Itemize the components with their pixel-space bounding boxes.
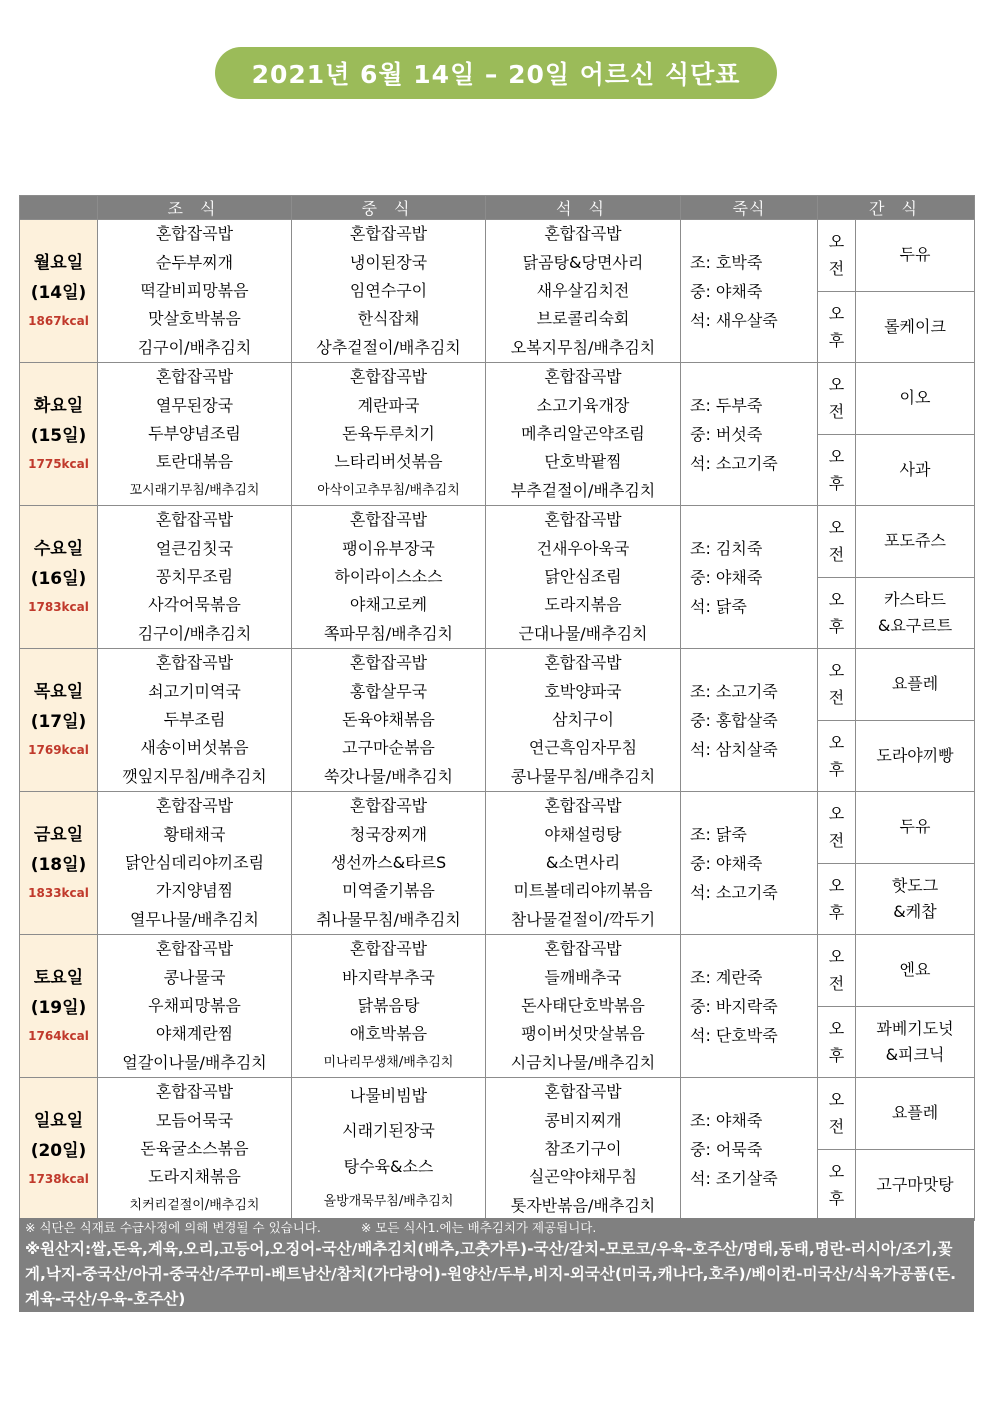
- am-label-text: 오 전: [828, 661, 845, 708]
- menu-item: 혼합잡곡밥: [349, 939, 428, 959]
- porridge-item: 석: 조기살죽: [690, 1168, 778, 1188]
- lunch-list: [292, 792, 485, 934]
- dinner-cell: [486, 935, 681, 1078]
- menu-item: 새송이버섯볶음: [140, 738, 249, 758]
- menu-item: 돈사태단호박볶음: [521, 995, 645, 1015]
- menu-item: 근대나물/배추김치: [518, 623, 648, 643]
- breakfast-list: [98, 1078, 291, 1220]
- day-kcal: 1833kcal: [28, 886, 89, 900]
- snack-am-text: 엔요: [899, 960, 931, 980]
- breakfast-list: [98, 363, 291, 505]
- menu-item: 혼합잡곡밥: [155, 653, 234, 673]
- breakfast-list: [98, 220, 291, 362]
- breakfast-list: [98, 935, 291, 1077]
- menu-item: 맛살호박볶음: [148, 309, 241, 329]
- menu-item: 혼합잡곡밥: [544, 1082, 622, 1102]
- am-label-text: 오 전: [828, 947, 845, 994]
- menu-item: 한식잡채: [357, 309, 420, 329]
- porridge-item: 중: 야채죽: [690, 853, 763, 873]
- menu-item: 꼬시래기무침/배추김치: [129, 482, 260, 498]
- menu-item: 홍합살무국: [349, 681, 428, 701]
- menu-item: 취나물무침/배추김치: [316, 909, 461, 929]
- day-kcal: 1769kcal: [28, 743, 89, 757]
- am-label-text: 오 전: [828, 518, 845, 565]
- menu-item: 실곤약야채무침: [528, 1167, 638, 1187]
- am-label-text: 오 전: [828, 375, 845, 422]
- pm-label-text: 오 후: [828, 446, 845, 493]
- menu-item: 소고기육개장: [536, 395, 630, 415]
- snack-am-label: [818, 1078, 856, 1150]
- breakfast-cell: [98, 363, 292, 506]
- menu-item: 순두부찌개: [155, 252, 234, 272]
- menu-item: 혼합잡곡밥: [544, 796, 622, 816]
- menu-item: 닭안심조림: [544, 566, 622, 586]
- menu-item: 호박양파국: [544, 681, 622, 701]
- menu-item: 도라지볶음: [544, 595, 622, 615]
- menu-item: 두부양념조림: [148, 423, 241, 443]
- dinner-list: [486, 649, 680, 791]
- lunch-cell: [292, 506, 486, 649]
- menu-item: 두부조림: [163, 709, 226, 729]
- day-name: 수요일: [33, 539, 84, 559]
- breakfast-cell: [98, 792, 292, 935]
- day-cell: [20, 649, 98, 792]
- lunch-list: [292, 220, 485, 362]
- menu-item: 팽이버섯맛살볶음: [521, 1024, 645, 1044]
- menu-item: 혼합잡곡밥: [349, 224, 428, 244]
- porridge-item: 조: 두부죽: [690, 395, 763, 415]
- menu-item: 열무된장국: [155, 395, 234, 415]
- snack-am-cell: [856, 935, 975, 1007]
- dinner-cell: [486, 792, 681, 935]
- day-date: (16일): [30, 569, 87, 589]
- breakfast-cell: [98, 649, 292, 792]
- menu-item: 꽁치무조림: [155, 566, 234, 586]
- menu-item: 올방개묵무침/배추김치: [323, 1194, 454, 1210]
- snack-pm-label: [818, 1149, 856, 1221]
- porridge-cell: [681, 935, 818, 1078]
- day-row-am: [20, 220, 975, 292]
- day-row-am: [20, 649, 975, 721]
- lunch-cell: [292, 220, 486, 363]
- menu-item: 김구이/배추김치: [137, 337, 252, 357]
- porridge-cell: [681, 363, 818, 506]
- menu-item: 느타리버섯볶음: [334, 452, 443, 472]
- day-cell: [20, 363, 98, 506]
- header-blank: [20, 196, 98, 220]
- snack-pm-text: 핫도그 &케찹: [891, 875, 939, 921]
- snack-am-cell: [856, 792, 975, 864]
- day-name: 목요일: [33, 682, 84, 702]
- day-name: 토요일: [33, 968, 84, 988]
- snack-pm-text: 고구마맛탕: [876, 1174, 954, 1194]
- menu-item: 시래기된장국: [342, 1121, 435, 1141]
- menu-item: 야채고로케: [349, 595, 428, 615]
- day-date: (18일): [30, 855, 87, 875]
- notice-kimchi: ※ 모든 식사1.에는 배추김치가 제공됩니다.: [360, 1220, 597, 1235]
- porridge-item: 중: 야채죽: [690, 567, 763, 587]
- dinner-cell: [486, 220, 681, 363]
- menu-item: 치커리겉절이/배추김치: [129, 1197, 260, 1213]
- porridge-item: 중: 야채죽: [690, 281, 763, 301]
- day-name: 월요일: [33, 253, 84, 273]
- day-cell: [20, 935, 98, 1078]
- porridge-item: 조: 소고기죽: [690, 681, 778, 701]
- dinner-cell: [486, 506, 681, 649]
- pm-label-text: 오 후: [828, 1161, 845, 1208]
- day-row-am: [20, 792, 975, 864]
- menu-item: 떡갈비피망볶음: [140, 280, 249, 300]
- lunch-cell: [292, 935, 486, 1078]
- pm-label-text: 오 후: [828, 875, 845, 922]
- menu-item: 모듬어묵국: [155, 1110, 234, 1130]
- day-row-am: [20, 363, 975, 435]
- lunch-list: [292, 649, 485, 791]
- day-cell: [20, 220, 98, 363]
- menu-item: 냉이된장국: [349, 252, 428, 272]
- day-kcal: 1867kcal: [28, 314, 89, 328]
- menu-item: 혼합잡곡밥: [349, 367, 428, 387]
- lunch-cell: [292, 1078, 486, 1221]
- pm-label-text: 오 후: [828, 303, 845, 350]
- day-cell: [20, 506, 98, 649]
- dinner-list: [486, 363, 680, 505]
- menu-item: 새우살김치전: [536, 280, 630, 300]
- snack-am-cell: [856, 220, 975, 292]
- porridge-item: 석: 삼치살죽: [690, 739, 778, 759]
- day-date: (15일): [30, 426, 87, 446]
- header-snack: 간 식: [818, 196, 975, 220]
- am-label-text: 오 전: [828, 232, 845, 279]
- menu-item: 얼큰김칫국: [155, 538, 234, 558]
- snack-am-cell: [856, 363, 975, 435]
- menu-item: 청국장찌개: [349, 824, 428, 844]
- header-porridge: 죽식: [681, 196, 818, 220]
- breakfast-cell: [98, 1078, 292, 1221]
- menu-item: 임연수구이: [349, 280, 428, 300]
- menu-item: 콩비지찌개: [544, 1110, 622, 1130]
- menu-item: 팽이유부장국: [342, 538, 435, 558]
- menu-item: 깻잎지무침/배추김치: [122, 766, 267, 786]
- menu-item: 혼합잡곡밥: [155, 1082, 234, 1102]
- menu-item: 우채피망볶음: [148, 995, 241, 1015]
- lunch-cell: [292, 649, 486, 792]
- porridge-item: 중: 버섯죽: [690, 424, 763, 444]
- lunch-list: [292, 935, 485, 1077]
- snack-am-text: 포도쥬스: [884, 531, 946, 551]
- menu-item: 토란대볶음: [155, 452, 234, 472]
- menu-item: 열무나물/배추김치: [129, 909, 260, 929]
- menu-item: 혼합잡곡밥: [155, 510, 234, 530]
- porridge-item: 석: 닭죽: [690, 596, 747, 616]
- porridge-item: 조: 호박죽: [690, 252, 763, 272]
- menu-item: 미역줄기볶음: [342, 881, 435, 901]
- snack-pm-label: [818, 1006, 856, 1078]
- menu-item: 혼합잡곡밥: [155, 224, 234, 244]
- day-cell: [20, 792, 98, 935]
- snack-pm-text: 카스타드 &요구르트: [877, 589, 953, 635]
- day-name: 화요일: [33, 396, 84, 416]
- dinner-list: [486, 220, 680, 362]
- lunch-cell: [292, 792, 486, 935]
- porridge-item: 중: 홍합살죽: [690, 710, 778, 730]
- menu-item: 혼합잡곡밥: [544, 939, 622, 959]
- menu-item: &소면사리: [545, 852, 621, 872]
- porridge-item: 석: 단호박죽: [690, 1025, 778, 1045]
- menu-table: [19, 195, 975, 1221]
- porridge-item: 조: 야채죽: [690, 1110, 763, 1130]
- breakfast-cell: [98, 506, 292, 649]
- header-breakfast: 조 식: [98, 196, 292, 220]
- menu-item: 혼합잡곡밥: [155, 939, 234, 959]
- breakfast-cell: [98, 935, 292, 1078]
- snack-pm-cell: [856, 1006, 975, 1078]
- lunch-list: [292, 363, 485, 505]
- snack-pm-text: 사과: [899, 459, 931, 479]
- day-cell: [20, 1078, 98, 1221]
- porridge-cell: [681, 1078, 818, 1221]
- dinner-cell: [486, 649, 681, 792]
- snack-pm-cell: [856, 577, 975, 649]
- breakfast-list: [98, 506, 291, 648]
- porridge-cell: [681, 506, 818, 649]
- menu-item: 건새우아욱국: [536, 538, 630, 558]
- menu-item: 가지양념찜: [155, 881, 234, 901]
- day-date: (17일): [30, 712, 87, 732]
- snack-am-text: 두유: [899, 245, 931, 265]
- pm-label-text: 오 후: [828, 589, 845, 636]
- header-dinner: 석 식: [486, 196, 681, 220]
- day-row-am: [20, 1078, 975, 1150]
- menu-item: 미트볼데리야끼볶음: [513, 881, 653, 901]
- porridge-item: 석: 소고기죽: [690, 453, 778, 473]
- day-date: (19일): [30, 998, 87, 1018]
- menu-item: 연근흑임자무침: [528, 738, 638, 758]
- pm-label-text: 오 후: [828, 732, 845, 779]
- menu-item: 쑥갓나물/배추김치: [323, 766, 454, 786]
- porridge-item: 석: 소고기죽: [690, 882, 778, 902]
- menu-item: 쪽파무침/배추김치: [323, 623, 454, 643]
- snack-pm-cell: [856, 863, 975, 935]
- menu-item: 고구마순볶음: [342, 738, 435, 758]
- menu-item: 혼합잡곡밥: [544, 367, 622, 387]
- menu-item: 돈육두루치기: [342, 423, 435, 443]
- pm-label-text: 오 후: [828, 1018, 845, 1065]
- menu-item: 콩나물국: [163, 967, 226, 987]
- footer-notes: [19, 1218, 974, 1312]
- snack-am-cell: [856, 649, 975, 721]
- snack-am-label: [818, 220, 856, 292]
- menu-item: 애호박볶음: [349, 1024, 428, 1044]
- day-kcal: 1764kcal: [28, 1029, 89, 1043]
- snack-am-text: 두유: [899, 817, 931, 837]
- lunch-cell: [292, 363, 486, 506]
- menu-item: 아삭이고추무침/배추김치: [317, 482, 460, 498]
- snack-pm-label: [818, 291, 856, 363]
- menu-item: 삼치구이: [552, 709, 614, 729]
- am-label-text: 오 전: [828, 1090, 845, 1137]
- snack-am-text: 이오: [899, 388, 931, 408]
- porridge-item: 석: 새우살죽: [690, 310, 778, 330]
- menu-item: 사각어묵볶음: [148, 595, 241, 615]
- snack-pm-text: 꽈베기도넛 &피크닉: [876, 1018, 954, 1064]
- menu-item: 도라지채볶음: [148, 1167, 241, 1187]
- menu-item: 닭안심데리야끼조림: [124, 852, 265, 872]
- menu-item: 혼합잡곡밥: [155, 367, 234, 387]
- dinner-cell: [486, 1078, 681, 1221]
- menu-item: 나물비빔밥: [349, 1085, 428, 1105]
- menu-item: 콩나물무침/배추김치: [510, 766, 656, 786]
- snack-pm-cell: [856, 720, 975, 792]
- porridge-item: 중: 바지락죽: [690, 996, 778, 1016]
- dinner-list: [486, 506, 680, 648]
- menu-item: 얼갈이나물/배추김치: [122, 1052, 267, 1072]
- snack-am-label: [818, 792, 856, 864]
- menu-item: 참조기구이: [544, 1138, 622, 1158]
- menu-item: 들깨배추국: [544, 967, 622, 987]
- menu-item: 메추리알곤약조림: [521, 423, 645, 443]
- breakfast-list: [98, 649, 291, 791]
- snack-pm-text: 도라야끼빵: [876, 745, 954, 765]
- dinner-cell: [486, 363, 681, 506]
- day-date: (20일): [30, 1141, 87, 1161]
- day-kcal: 1783kcal: [28, 600, 89, 614]
- menu-item: 닭볶음탕: [357, 995, 420, 1015]
- snack-pm-label: [818, 434, 856, 506]
- menu-item: 미나리무생채/배추김치: [323, 1054, 454, 1070]
- menu-item: 생선까스&타르S: [330, 852, 447, 872]
- notice-line: [25, 1218, 968, 1237]
- menu-item: 참나물겉절이/깍두기: [510, 909, 656, 929]
- menu-item: 혼합잡곡밥: [544, 224, 622, 244]
- origin-info: ※원산지:쌀,돈육,계육,오리,고등어,오징어-국산/배추김치(배추,고춧가루)-국산/갈치-모로코/우육-호주산/명태,동태,명란-러시아/조기,꽃게,낙지-중국산/아귀-중국산/주꾸미-베트남산/참치(가다랑어)-원양산/두부,비지-외국산(미국,캐나다,호주)/베이컨-미국산/식육가공품(돈.계육-국산/우육-호주산): [25, 1240, 956, 1308]
- notice-change: ※ 식단은 식재료 수급사정에 의해 변경될 수 있습니다.: [25, 1220, 321, 1235]
- porridge-cell: [681, 220, 818, 363]
- porridge-item: 조: 김치죽: [690, 538, 763, 558]
- am-label-text: 오 전: [828, 804, 845, 851]
- snack-pm-cell: [856, 291, 975, 363]
- day-row-am: [20, 506, 975, 578]
- menu-item: 부추겉절이/배추김치: [510, 480, 656, 500]
- snack-pm-text: 롤케이크: [884, 316, 946, 336]
- page-title: 2021년 6월 14일 – 20일 어르신 식단표: [215, 47, 777, 99]
- menu-item: 닭곰탕&당면사리: [522, 252, 644, 272]
- breakfast-list: [98, 792, 291, 934]
- menu-item: 김구이/배추김치: [137, 623, 252, 643]
- day-row-am: [20, 935, 975, 1007]
- snack-pm-cell: [856, 1149, 975, 1221]
- menu-item: 혼합잡곡밥: [349, 653, 428, 673]
- menu-item: 혼합잡곡밥: [155, 796, 234, 816]
- day-date: (14일): [30, 283, 87, 303]
- menu-item: 탕수육&소스: [343, 1156, 434, 1176]
- snack-pm-label: [818, 863, 856, 935]
- menu-item: 시금치나물/배추김치: [510, 1052, 656, 1072]
- porridge-cell: [681, 649, 818, 792]
- header-row: [20, 196, 975, 220]
- menu-item: 혼합잡곡밥: [544, 510, 622, 530]
- breakfast-cell: [98, 220, 292, 363]
- snack-pm-cell: [856, 434, 975, 506]
- menu-item: 상추겉절이/배추김치: [316, 337, 461, 357]
- menu-item: 하이라이스소스: [334, 566, 443, 586]
- lunch-list: [292, 506, 485, 648]
- dinner-list: [486, 792, 680, 934]
- snack-pm-label: [818, 720, 856, 792]
- porridge-item: 조: 계란죽: [690, 967, 763, 987]
- snack-am-text: 요플레: [891, 674, 939, 694]
- menu-item: 계란파국: [357, 395, 420, 415]
- header-lunch: 중 식: [292, 196, 486, 220]
- snack-pm-label: [818, 577, 856, 649]
- menu-item: 야채설렁탕: [544, 824, 622, 844]
- menu-item: 혼합잡곡밥: [349, 796, 428, 816]
- menu-item: 바지락부추국: [342, 967, 435, 987]
- menu-item: 황태채국: [163, 824, 226, 844]
- snack-am-text: 요플레: [891, 1103, 939, 1123]
- porridge-item: 조: 닭죽: [690, 824, 747, 844]
- menu-item: 야채계란찜: [155, 1024, 234, 1044]
- snack-am-label: [818, 506, 856, 578]
- porridge-cell: [681, 792, 818, 935]
- day-kcal: 1775kcal: [28, 457, 89, 471]
- menu-body: [20, 220, 975, 1221]
- menu-item: 브로콜리숙회: [536, 309, 630, 329]
- dinner-list: [486, 935, 680, 1077]
- lunch-list: [292, 1078, 485, 1220]
- day-kcal: 1738kcal: [28, 1172, 89, 1186]
- snack-am-cell: [856, 506, 975, 578]
- day-name: 금요일: [33, 825, 84, 845]
- menu-item: 혼합잡곡밥: [349, 510, 428, 530]
- snack-am-label: [818, 649, 856, 721]
- menu-item: 돈육야채볶음: [342, 709, 435, 729]
- menu-item: 단호박팥찜: [544, 452, 622, 472]
- menu-item: 혼합잡곡밥: [544, 653, 622, 673]
- menu-item: 돈육굴소스볶음: [140, 1138, 249, 1158]
- day-name: 일요일: [33, 1111, 84, 1131]
- dinner-list: [486, 1078, 680, 1220]
- porridge-item: 중: 어묵죽: [690, 1139, 763, 1159]
- snack-am-cell: [856, 1078, 975, 1150]
- snack-am-label: [818, 935, 856, 1007]
- menu-item: 오복지무침/배추김치: [510, 337, 656, 357]
- menu-item: 톳자반볶음/배추김치: [510, 1195, 656, 1215]
- snack-am-label: [818, 363, 856, 435]
- menu-item: 쇠고기미역국: [148, 681, 241, 701]
